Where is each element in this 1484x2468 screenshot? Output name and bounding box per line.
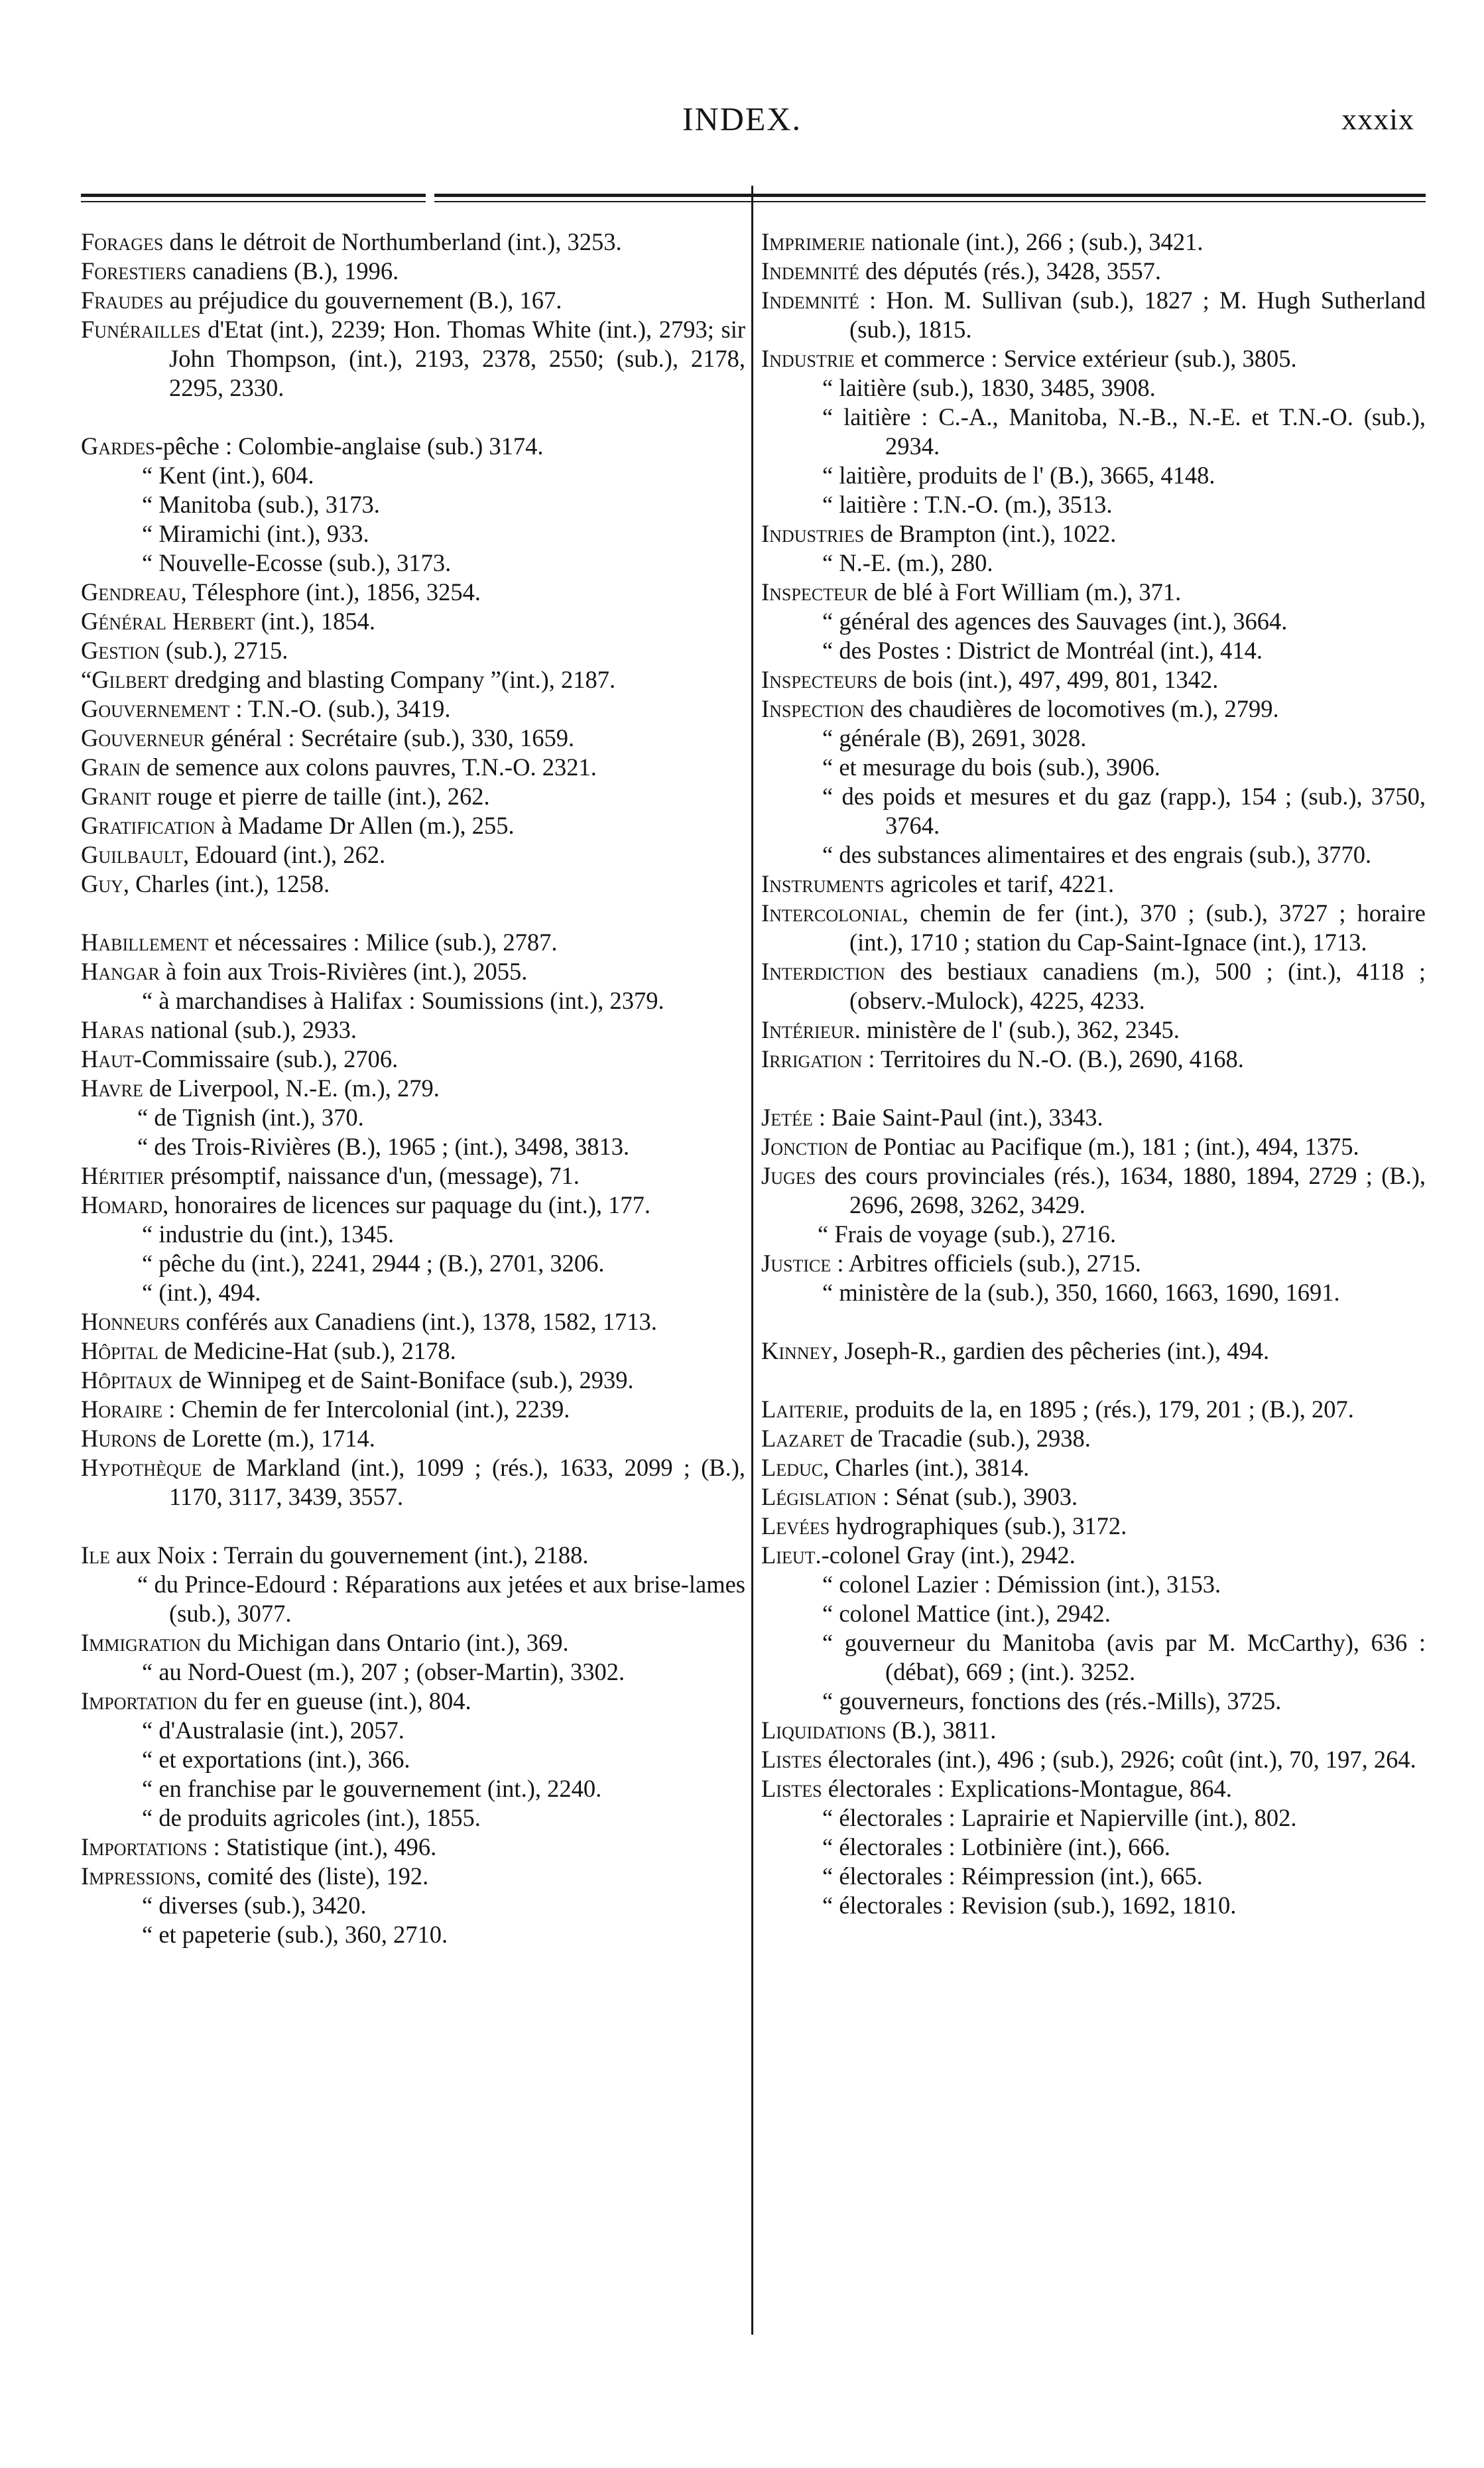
entry-heading: Importation (81, 1687, 198, 1715)
index-entry (761, 1395, 1426, 1424)
entry-text: agricoles et tarif, 4221. (884, 870, 1115, 897)
entry-text: de Tracadie (sub.), 2938. (843, 1425, 1091, 1452)
index-entry (81, 1249, 745, 1278)
index-entry (761, 782, 1426, 840)
index-entry (81, 840, 745, 870)
entry-text: “ électorales : Laprairie et Napierville (int.), 802. (822, 1804, 1297, 1831)
entry-text: “ colonel Lazier : Démission (int.), 3153. (822, 1571, 1221, 1598)
index-entry (81, 1366, 745, 1395)
entry-text: “ en franchise par le gouvernement (int.), 2240. (142, 1775, 602, 1802)
entry-text: : Arbitres officiels (sub.), 2715. (831, 1250, 1141, 1277)
entry-text: national (sub.), 2933. (144, 1016, 357, 1043)
entry-text: au préjudice du gouvernement (B.), 167. (163, 287, 562, 314)
index-entry (81, 607, 745, 636)
entry-text: “ (int.), 494. (142, 1279, 261, 1306)
index-entry (81, 928, 745, 957)
section-gap (761, 1307, 1426, 1336)
index-entry (81, 257, 745, 286)
entry-heading: Homard (81, 1191, 163, 1218)
entry-text: , chemin de fer (int.), 370 ; (sub.), 3727 ; horaire (int.), 1710 ; station du Cap-Saint-Ignace (int.), 1713. (849, 899, 1426, 956)
entry-heading: Immigration (81, 1629, 202, 1656)
entry-heading: Hôpital (81, 1337, 158, 1364)
entry-text: des bestiaux canadiens (m.), 500 ; (int.), 4118 ; (observ.-Mulock), 4225, 4233. (849, 958, 1426, 1014)
index-entry (761, 227, 1426, 257)
entry-text: de bois (int.), 497, 499, 801, 1342. (877, 666, 1219, 693)
entry-text: : Territoires du N.-O. (B.), 2690, 4168. (862, 1045, 1244, 1072)
index-entry (761, 1103, 1426, 1132)
entry-text: “ laitière, produits de l' (B.), 3665, 4148. (822, 462, 1215, 489)
entry-heading: Kinney (761, 1337, 833, 1364)
entry-heading: Gestion (81, 637, 160, 664)
entry-text: “ au Nord-Ouest (m.), 207 ; (obser-Martin), 3302. (142, 1658, 625, 1685)
entry-text: “ laitière (sub.), 1830, 3485, 3908. (822, 374, 1156, 401)
entry-text: “ d'Australasie (int.), 2057. (142, 1717, 404, 1744)
index-entry (761, 870, 1426, 899)
entry-text: “ laitière : C.-A., Manitoba, N.-B., N.-E. et T.N.-O. (sub.), 2934. (822, 403, 1426, 460)
entry-text: d'Etat (int.), 2239; Hon. Thomas White (int.), 2793; sir John Thompson, (int.), 2193, 2378, 2550; (sub.), 2178, 2295, 2330. (169, 316, 745, 401)
entry-heading: Jetée (761, 1104, 813, 1131)
entry-text: “ électorales : Réimpression (int.), 665. (822, 1862, 1203, 1890)
left-column (81, 227, 745, 1949)
entry-text: : Hon. M. Sullivan (sub.), 1827 ; M. Hugh Sutherland (sub.), 1815. (849, 287, 1426, 343)
entry-text: des députés (rés.), 3428, 3557. (859, 257, 1162, 285)
index-entry (81, 549, 745, 578)
entry-text: (B.), 3811. (886, 1717, 997, 1744)
index-entry (761, 694, 1426, 724)
entry-heading: Intérieur (761, 1016, 855, 1043)
section-gap (81, 403, 745, 432)
index-entry (81, 957, 745, 986)
entry-text: “ et mesurage du bois (sub.), 3906. (822, 753, 1160, 781)
entry-heading: Forestiers (81, 257, 186, 285)
entry-text: et nécessaires : Milice (sub.), 2787. (208, 929, 558, 956)
index-entry (761, 373, 1426, 403)
index-entry (761, 286, 1426, 344)
index-entry (761, 1249, 1426, 1278)
entry-heading: Général Herbert (81, 608, 255, 635)
entry-text: de Brampton (int.), 1022. (864, 520, 1117, 547)
index-entry (81, 1307, 745, 1336)
index-entry (81, 1045, 745, 1074)
index-entry (761, 257, 1426, 286)
entry-heading: Horaire (81, 1396, 163, 1423)
entry-text: “ général des agences des Sauvages (int.), 3664. (822, 608, 1288, 635)
index-entry (81, 753, 745, 782)
entry-heading: Industrie (761, 345, 855, 372)
index-entry (761, 1774, 1426, 1803)
entry-text: de semence aux colons pauvres, T.N.-O. 2321. (140, 753, 597, 781)
index-entry (761, 1833, 1426, 1862)
entry-heading: Importations (81, 1833, 208, 1860)
entry-text: “ électorales : Revision (sub.), 1692, 1810. (822, 1892, 1237, 1919)
entry-heading: Haras (81, 1016, 145, 1043)
index-entry (81, 1453, 745, 1512)
right-column (761, 227, 1426, 1920)
index-entry (81, 1074, 745, 1103)
index-entry (761, 1891, 1426, 1920)
section-gap (81, 1512, 745, 1541)
entry-heading: Hangar (81, 958, 160, 985)
index-entry (81, 1336, 745, 1366)
entry-text: , honoraires de licences sur paquage du (int.), 177. (162, 1191, 651, 1218)
entry-text: “ gouverneurs, fonctions des (rés.-Mills), 3725. (822, 1687, 1282, 1715)
index-entry (81, 1628, 745, 1657)
entry-text: électorales (int.), 496 ; (sub.), 2926; coût (int.), 70, 197, 264. (822, 1746, 1416, 1773)
entry-text: “ des poids et mesures et du gaz (rapp.), 154 ; (sub.), 3750, 3764. (822, 783, 1426, 839)
index-entry (81, 636, 745, 665)
index-entry (81, 986, 745, 1015)
entry-heading: Instruments (761, 870, 885, 897)
entry-heading: Inspecteur (761, 578, 868, 606)
entry-heading: Guy (81, 870, 123, 897)
index-entry (81, 1833, 745, 1862)
entry-text: “ Kent (int.), 604. (142, 462, 314, 489)
entry-heading: Intercolonial (761, 899, 902, 927)
index-entry (761, 1278, 1426, 1307)
entry-heading: Impressions (81, 1862, 196, 1890)
entry-text: “ des substances alimentaires et des engrais (sub.), 3770. (822, 841, 1372, 868)
entry-text: “ générale (B), 2691, 3028. (822, 724, 1087, 751)
entry-heading: Funérailles (81, 316, 201, 343)
index-entry (761, 1336, 1426, 1366)
entry-heading: Indemnité (761, 287, 859, 314)
index-entry (81, 490, 745, 519)
entry-heading: Justice (761, 1250, 832, 1277)
entry-text: des cours provinciales (rés.), 1634, 1880, 1894, 2729 ; (B.), 2696, 2698, 3262, 3429. (816, 1162, 1426, 1218)
entry-text: “ Nouvelle-Ecosse (sub.), 3173. (142, 549, 452, 576)
entry-text: “ électorales : Lotbinière (int.), 666. (822, 1833, 1170, 1860)
entry-heading: Hurons (81, 1425, 157, 1452)
entry-text: “ colonel Mattice (int.), 2942. (822, 1600, 1111, 1627)
entry-text: nationale (int.), 266 ; (sub.), 3421. (865, 228, 1204, 255)
index-entry (81, 870, 745, 899)
entry-text: électorales : Explications-Montague, 864. (822, 1775, 1232, 1802)
entry-text: , Télesphore (int.), 1856, 3254. (180, 578, 481, 606)
entry-text: canadiens (B.), 1996. (186, 257, 399, 285)
entry-text: “ N.-E. (m.), 280. (822, 549, 993, 576)
index-entry (761, 1628, 1426, 1687)
entry-heading: Ile (81, 1541, 110, 1569)
entry-text: -pêche : Colombie-anglaise (sub.) 3174. (155, 432, 544, 460)
index-entry (81, 1161, 745, 1191)
entry-text: de blé à Fort William (m.), 371. (867, 578, 1182, 606)
index-entry (81, 1395, 745, 1424)
entry-text: rouge et pierre de taille (int.), 262. (151, 783, 490, 810)
index-entry (761, 1716, 1426, 1745)
index-entry (761, 403, 1426, 461)
index-entry (761, 1161, 1426, 1220)
entry-text: , produits de la, en 1895 ; (rés.), 179, 201 ; (B.), 207. (843, 1396, 1354, 1423)
page-title: INDEX. (682, 100, 802, 137)
index-entry (761, 840, 1426, 870)
entry-text: de Lorette (m.), 1714. (156, 1425, 375, 1452)
entry-heading: Indemnité (761, 257, 859, 285)
entry-heading: Honneurs (81, 1308, 180, 1335)
entry-heading: Irrigation (761, 1045, 863, 1072)
entry-text: “ Manitoba (sub.), 3173. (142, 491, 380, 518)
entry-text: (int.), 1854. (255, 608, 375, 635)
entry-text: . ministère de l' (sub.), 362, 2345. (854, 1016, 1180, 1043)
index-entry (81, 1803, 745, 1833)
entry-text: des chaudières de locomotives (m.), 2799. (864, 695, 1279, 722)
column-divider (751, 186, 753, 2335)
entry-heading: Héritier (81, 1162, 165, 1189)
entry-heading: Listes (761, 1746, 822, 1773)
index-entry (761, 1453, 1426, 1482)
page-number: xxxix (1341, 102, 1414, 136)
section-gap (761, 1366, 1426, 1395)
entry-text: de Pontiac au Pacifique (m.), 181 ; (int.), 494, 1375. (848, 1133, 1359, 1160)
entry-heading: Laiterie (761, 1396, 843, 1423)
entry-heading: Lazaret (761, 1425, 844, 1452)
entry-heading: Gardes (81, 432, 155, 460)
entry-text: “ et exportations (int.), 366. (142, 1746, 410, 1773)
entry-heading: Gouvernement (81, 695, 230, 722)
entry-text: de Winnipeg et de Saint-Boniface (sub.), 2939. (172, 1366, 634, 1394)
index-entry (81, 694, 745, 724)
index-entry (761, 1599, 1426, 1628)
entry-text: , Joseph-R., gardien des pêcheries (int.), 494. (832, 1337, 1270, 1364)
entry-heading: Juges (761, 1162, 816, 1189)
entry-text: “ des Postes : District de Montréal (int.), 414. (822, 637, 1263, 664)
entry-text: de Liverpool, N.-E. (m.), 279. (143, 1074, 440, 1102)
index-entry (761, 1482, 1426, 1512)
entry-heading: Industries (761, 520, 865, 547)
section-gap (81, 899, 745, 928)
entry-text: du fer en gueuse (int.), 804. (198, 1687, 471, 1715)
index-entry (761, 344, 1426, 373)
index-entry (81, 1862, 745, 1891)
entry-text: du Michigan dans Ontario (int.), 369. (201, 1629, 569, 1656)
entry-text: “ diverses (sub.), 3420. (142, 1892, 367, 1919)
index-entry (81, 1687, 745, 1716)
index-entry (81, 1920, 745, 1949)
index-entry (81, 1570, 745, 1628)
entry-text: général : Secrétaire (sub.), 330, 1659. (204, 724, 575, 751)
entry-heading: Forages (81, 228, 164, 255)
entry-heading: Législation (761, 1483, 877, 1510)
entry-text: “ pêche du (int.), 2241, 2944 ; (B.), 2701, 3206. (142, 1250, 605, 1277)
entry-text: “ de produits agricoles (int.), 1855. (142, 1804, 481, 1831)
entry-heading: Listes (761, 1775, 822, 1802)
entry-text: , Charles (int.), 3814. (823, 1454, 1030, 1481)
entry-heading: Jonction (761, 1133, 849, 1160)
entry-text: “ de Tignish (int.), 370. (137, 1104, 364, 1131)
index-entry (81, 724, 745, 753)
index-entry (81, 315, 745, 403)
entry-text: conférés aux Canadiens (int.), 1378, 1582, 1713. (180, 1308, 657, 1335)
index-entry (81, 519, 745, 549)
entry-heading: Hypothèque (81, 1454, 202, 1481)
index-entry (81, 1278, 745, 1307)
entry-text: “ laitière : T.N.-O. (m.), 3513. (822, 491, 1113, 518)
entry-text: : Baie Saint-Paul (int.), 3343. (812, 1104, 1103, 1131)
index-entry (81, 1015, 745, 1045)
entry-heading: Lieut (761, 1541, 816, 1569)
index-entry (761, 1424, 1426, 1453)
entry-heading: Haut (81, 1045, 134, 1072)
index-entry (761, 578, 1426, 607)
index-entry (81, 578, 745, 607)
index-entry (761, 1045, 1426, 1074)
entry-heading: Imprimerie (761, 228, 865, 255)
entry-text: , comité des (liste), 192. (195, 1862, 429, 1890)
index-entry (81, 227, 745, 257)
index-entry (761, 1512, 1426, 1541)
index-entry (81, 1657, 745, 1687)
index-entry (761, 1541, 1426, 1570)
index-entry (761, 1862, 1426, 1891)
entry-text: à foin aux Trois-Rivières (int.), 2055. (159, 958, 528, 985)
index-entry (761, 1570, 1426, 1599)
index-entry (761, 1745, 1426, 1774)
entry-heading: Leduc (761, 1454, 824, 1481)
index-entry (81, 286, 745, 315)
index-entry (81, 1541, 745, 1570)
index-entry (81, 1745, 745, 1774)
entry-heading: Interdiction (761, 958, 885, 985)
entry-text: présomptif, naissance d'un, (message), 71. (164, 1162, 580, 1189)
entry-text: “ Frais de voyage (sub.), 2716. (818, 1220, 1117, 1248)
entry-heading: Liquidations (761, 1717, 887, 1744)
entry-text: de Markland (int.), 1099 ; (rés.), 1633, 2099 ; (B.), 1170, 3117, 3439, 3557. (169, 1454, 745, 1510)
index-entry (81, 461, 745, 490)
entry-heading: Fraudes (81, 287, 164, 314)
entry-text: dans le détroit de Northumberland (int.), 3253. (163, 228, 622, 255)
header-rule-left-thin (81, 201, 426, 202)
entry-text: : Statistique (int.), 496. (207, 1833, 437, 1860)
index-entry (81, 1132, 745, 1161)
index-entry (761, 899, 1426, 957)
entry-heading: Gratification (81, 812, 216, 839)
index-entry (81, 1424, 745, 1453)
entry-text: “ et papeterie (sub.), 360, 2710. (142, 1921, 448, 1948)
index-entry (761, 1015, 1426, 1045)
entry-heading: Guilbault (81, 841, 183, 868)
index-entry (761, 490, 1426, 519)
index-entry (81, 811, 745, 840)
index-entry (761, 753, 1426, 782)
index-entry (761, 519, 1426, 549)
index-entry (761, 957, 1426, 1015)
entry-text: aux Noix : Terrain du gouvernement (int.), 2188. (109, 1541, 589, 1569)
entry-text: “ gouverneur du Manitoba (avis par M. McCarthy), 636 : (débat), 669 ; (int.). 3252. (822, 1629, 1426, 1685)
entry-text: à Madame Dr Allen (m.), 255. (215, 812, 515, 839)
entry-text: -Commissaire (sub.), 2706. (133, 1045, 399, 1072)
index-entry (761, 461, 1426, 490)
header-rule-right-thin (434, 201, 1426, 202)
index-entry (761, 724, 1426, 753)
entry-text: “ des Trois-Rivières (B.), 1965 ; (int.), 3498, 3813. (137, 1133, 630, 1160)
entry-text: de Medicine-Hat (sub.), 2178. (158, 1337, 456, 1364)
index-entry (81, 665, 745, 694)
entry-text: hydrographiques (sub.), 3172. (830, 1512, 1127, 1539)
entry-heading: Grain (81, 753, 141, 781)
index-entry (81, 1891, 745, 1920)
index-entry (81, 1716, 745, 1745)
index-entry (761, 665, 1426, 694)
entry-heading: Hôpitaux (81, 1366, 173, 1394)
index-entry (761, 549, 1426, 578)
entry-text: : T.N.-O. (sub.), 3419. (229, 695, 451, 722)
entry-text: “ industrie du (int.), 1345. (142, 1220, 395, 1248)
entry-heading: Levées (761, 1512, 830, 1539)
index-entry (81, 782, 745, 811)
entry-text: , Charles (int.), 1258. (123, 870, 330, 897)
index-entry (81, 432, 745, 461)
entry-text: “ Miramichi (int.), 933. (142, 520, 369, 547)
entry-text: (sub.), 2715. (159, 637, 288, 664)
entry-text: : Chemin de fer Intercolonial (int.), 2239. (162, 1396, 570, 1423)
entry-text: “ ministère de la (sub.), 350, 1660, 1663, 1690, 1691. (822, 1279, 1340, 1306)
section-gap (761, 1074, 1426, 1103)
entry-heading: Gouverneur (81, 724, 205, 751)
index-entry (81, 1191, 745, 1220)
index-entry (761, 1220, 1426, 1249)
entry-heading: Inspection (761, 695, 865, 722)
index-entry (761, 1132, 1426, 1161)
entry-heading: Havre (81, 1074, 143, 1102)
header-rule-right (434, 194, 1426, 197)
index-entry (761, 1687, 1426, 1716)
index-entry (81, 1220, 745, 1249)
header-rule-left (81, 194, 426, 197)
index-entry (761, 607, 1426, 636)
entry-text: : Sénat (sub.), 3903. (876, 1483, 1078, 1510)
index-entry (761, 1803, 1426, 1833)
index-entry (81, 1103, 745, 1132)
entry-text: , Edouard (int.), 262. (182, 841, 386, 868)
entry-text: “ à marchandises à Halifax : Soumissions (int.), 2379. (142, 987, 664, 1014)
entry-text: .-colonel Gray (int.), 2942. (815, 1541, 1076, 1569)
index-entry (761, 636, 1426, 665)
entry-text: et commerce : Service extérieur (sub.), 3805. (854, 345, 1297, 372)
entry-heading: Gendreau (81, 578, 181, 606)
entry-heading: “Gilbert (81, 666, 168, 693)
entry-heading: Inspecteurs (761, 666, 878, 693)
entry-text: “ du Prince-Edourd : Réparations aux jetées et aux brise-lames (sub.), 3077. (137, 1571, 745, 1627)
index-entry (81, 1774, 745, 1803)
entry-heading: Granit (81, 783, 151, 810)
entry-text: dredging and blasting Company ”(int.), 2187. (168, 666, 616, 693)
entry-heading: Habillement (81, 929, 209, 956)
